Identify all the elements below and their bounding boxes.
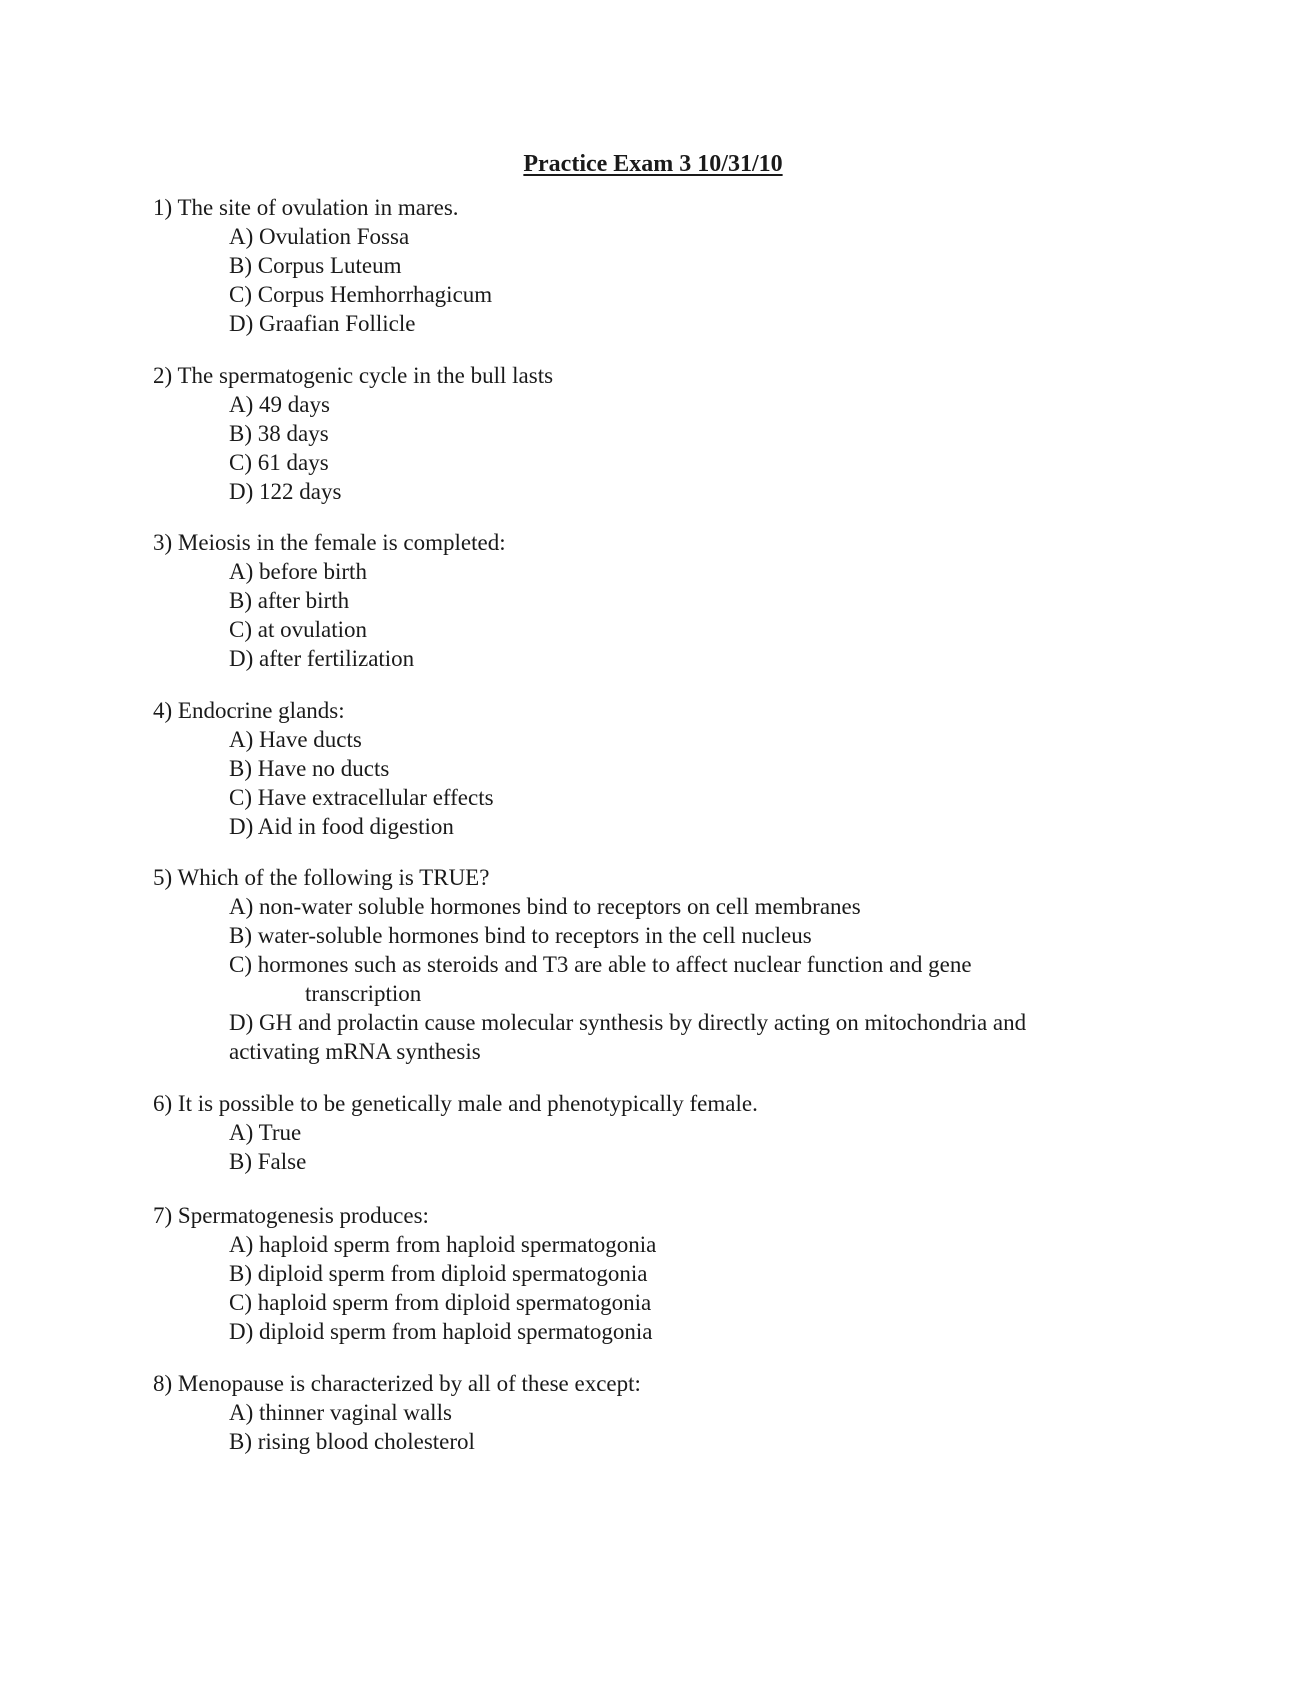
question-3 <box>153 528 1153 673</box>
option-b: B) diploid sperm from diploid spermatogonia <box>229 1261 648 1286</box>
option-d: D) GH and prolactin cause molecular synthesis by directly acting on mitochondria and <box>229 1010 1027 1035</box>
option-d: D) Aid in food digestion <box>229 814 454 839</box>
option-c: C) Have extracellular effects <box>229 785 494 810</box>
question-2 <box>153 361 1153 506</box>
question-text: 1) The site of ovulation in mares. <box>153 195 459 220</box>
option-d-continuation: activating mRNA synthesis <box>229 1039 481 1064</box>
option-d: D) diploid sperm from haploid spermatogonia <box>229 1319 653 1344</box>
option-b: B) 38 days <box>229 421 329 446</box>
option-a: A) Have ducts <box>229 727 362 752</box>
question-text: 7) Spermatogenesis produces: <box>153 1203 429 1228</box>
option-d: D) after fertilization <box>229 646 415 671</box>
option-c: C) haploid sperm from diploid spermatogonia <box>229 1290 652 1315</box>
option-d: D) Graafian Follicle <box>229 311 416 336</box>
option-b: B) water-soluble hormones bind to receptors in the cell nucleus <box>229 923 812 948</box>
question-text: 3) Meiosis in the female is completed: <box>153 530 506 555</box>
question-8 <box>153 1369 1153 1456</box>
question-text: 6) It is possible to be genetically male and phenotypically female. <box>153 1091 758 1116</box>
option-c-continuation: transcription <box>305 981 422 1006</box>
option-c: C) hormones such as steroids and T3 are able to affect nuclear function and gene <box>229 952 972 977</box>
question-4 <box>153 696 1153 841</box>
option-a: A) 49 days <box>229 392 330 417</box>
question-text: 4) Endocrine glands: <box>153 698 345 723</box>
option-a: A) before birth <box>229 559 367 584</box>
option-a: A) True <box>229 1120 302 1145</box>
question-6 <box>153 1089 1153 1176</box>
option-d: D) 122 days <box>229 479 342 504</box>
option-b: B) Corpus Luteum <box>229 253 402 278</box>
option-a: A) thinner vaginal walls <box>229 1400 452 1425</box>
question-text: 8) Menopause is characterized by all of these except: <box>153 1371 641 1396</box>
option-b: B) after birth <box>229 588 350 613</box>
question-7 <box>153 1201 1153 1346</box>
question-text: 2) The spermatogenic cycle in the bull lasts <box>153 363 554 388</box>
option-a: A) Ovulation Fossa <box>229 224 410 249</box>
question-text: 5) Which of the following is TRUE? <box>153 865 490 890</box>
option-b: B) rising blood cholesterol <box>229 1429 475 1454</box>
option-b: B) Have no ducts <box>229 756 390 781</box>
option-b: B) False <box>229 1149 307 1174</box>
page-title: Practice Exam 3 10/31/10 <box>523 151 783 177</box>
option-c: C) 61 days <box>229 450 329 475</box>
option-c: C) at ovulation <box>229 617 367 642</box>
option-a: A) non-water soluble hormones bind to receptors on cell membranes <box>229 894 861 919</box>
question-5 <box>153 863 1153 1066</box>
option-c: C) Corpus Hemhorrhagicum <box>229 282 493 307</box>
option-a: A) haploid sperm from haploid spermatogonia <box>229 1232 657 1257</box>
question-1 <box>153 193 1153 338</box>
